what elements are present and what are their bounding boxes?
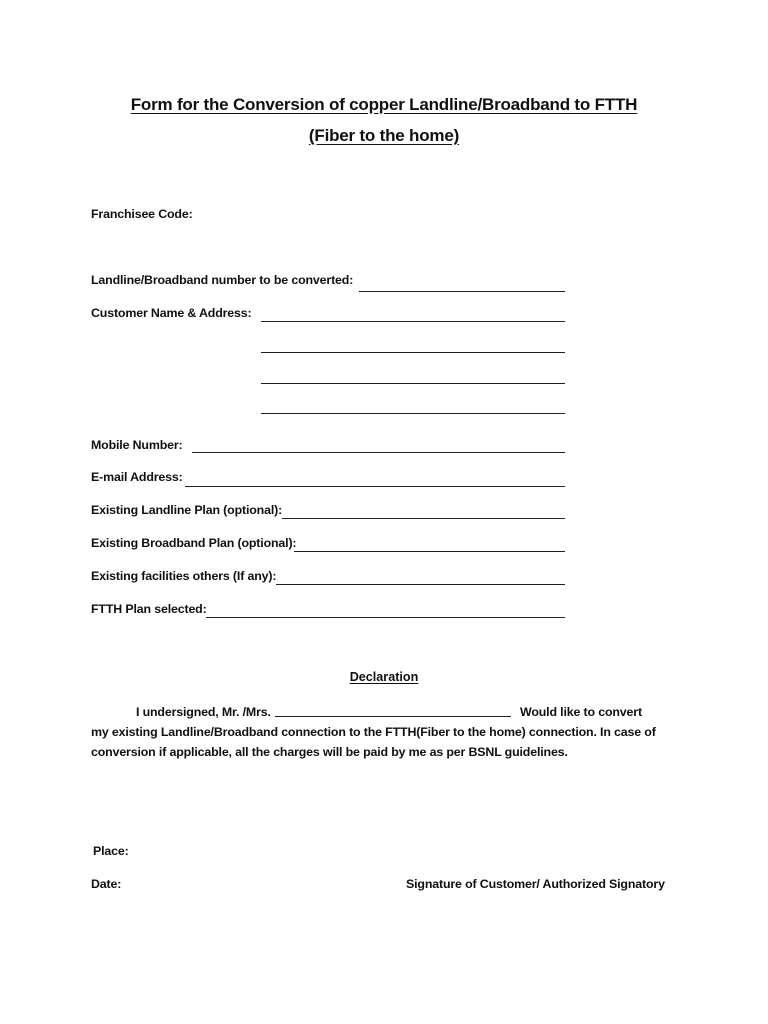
declaration-heading: Declaration [349, 670, 419, 684]
form-title-line2: (Fiber to the home) [308, 126, 460, 145]
customer-name-address-label: Customer Name & Address: [91, 306, 252, 320]
declaration-text-line3: conversion if applicable, all the charges will be paid by me as per BSNL guidelines. [91, 745, 568, 759]
customer-address-field-1[interactable] [261, 321, 565, 322]
email-address-label: E-mail Address: [91, 470, 183, 484]
declaration-text-line2: my existing Landline/Broadband connection to the FTTH(Fiber to the home) connection. In case of [91, 725, 656, 739]
existing-landline-plan-field[interactable] [282, 518, 565, 519]
declarant-name-field[interactable] [275, 716, 511, 717]
landline-number-label: Landline/Broadband number to be converted: [91, 273, 354, 287]
landline-number-field[interactable] [359, 291, 565, 292]
existing-facilities-label: Existing facilities others (If any): [91, 569, 277, 583]
form-title-line1: Form for the Conversion of copper Landline/Broadband to FTTH [130, 95, 638, 114]
mobile-number-field[interactable] [192, 452, 565, 453]
ftth-plan-field[interactable] [206, 617, 565, 618]
declaration-prefix: I undersigned, Mr. /Mrs. [136, 705, 271, 719]
declaration-suffix: Would like to convert [520, 705, 642, 719]
existing-facilities-field[interactable] [276, 584, 565, 585]
email-address-field[interactable] [185, 486, 565, 487]
signature-label: Signature of Customer/ Authorized Signatory [406, 877, 665, 891]
customer-address-field-2[interactable] [261, 352, 565, 353]
existing-broadband-plan-field[interactable] [294, 551, 565, 552]
customer-address-field-4[interactable] [261, 413, 565, 414]
date-label: Date: [91, 877, 122, 891]
franchisee-code-label: Franchisee Code: [91, 207, 193, 221]
place-label: Place: [93, 844, 129, 858]
existing-landline-plan-label: Existing Landline Plan (optional): [91, 503, 283, 517]
ftth-plan-label: FTTH Plan selected: [91, 602, 207, 616]
mobile-number-label: Mobile Number: [91, 438, 183, 452]
existing-broadband-plan-label: Existing Broadband Plan (optional): [91, 536, 297, 550]
customer-address-field-3[interactable] [261, 383, 565, 384]
